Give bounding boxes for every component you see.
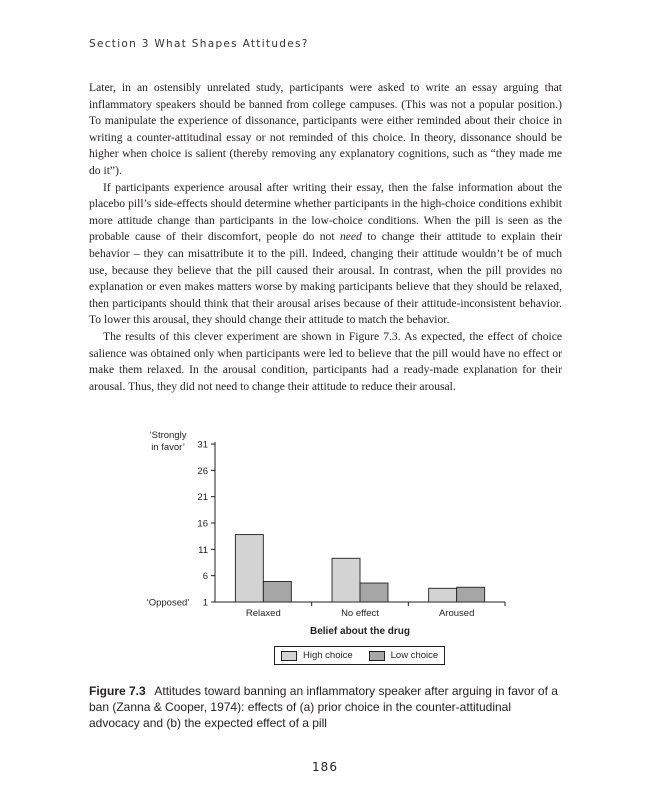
bar-no-effect-low-choice <box>360 583 388 602</box>
paragraph-2-emphasis: need <box>339 230 362 244</box>
bar-aroused-high-choice <box>429 588 457 602</box>
figure-7-3-chart <box>0 420 650 675</box>
paragraph-2 <box>89 180 562 329</box>
figure-label: Figure 7.3 <box>89 684 146 698</box>
y-tick-label-3: 16 <box>197 518 208 530</box>
bar-relaxed-low-choice <box>263 581 291 602</box>
figure-caption-text: Attitudes toward banning an inflammatory speaker after arguing in favor of a ban (Zanna & Cooper, 1974): effects of (a) prior choice in the counter-attitudinal advocacy and (b) the expected effect of a pill <box>89 684 558 730</box>
body-text <box>89 80 562 395</box>
x-tick-label-2: Aroused <box>438 608 475 619</box>
legend-swatch-0 <box>281 651 297 661</box>
legend-item-0 <box>281 650 353 661</box>
y-tick-label-5: 26 <box>197 465 208 477</box>
figure-caption <box>89 683 559 731</box>
y-tick-label-4: 21 <box>197 492 208 504</box>
legend-swatch-1 <box>369 651 385 661</box>
x-tick-label-1: No effect <box>341 608 379 619</box>
paragraph-1: Later, in an ostensibly unrelated study, participants were asked to write an essay arguing that inflammatory speakers should be banned from college campuses. (This was not a popular position.) To manipulate the experience of dissonance, participants were either reminded about their choice in writing a counter-attitudinal essay or not reminded of this choice. In theory, dissonance should be higher when choice is salient (thereby removing any explanatory cognitions, such as “they made me do it”). <box>89 81 562 177</box>
y-tick-label-2: 11 <box>198 544 208 556</box>
bar-relaxed-high-choice <box>235 535 263 602</box>
bar-aroused-low-choice <box>457 587 485 602</box>
chart-legend <box>274 646 445 665</box>
y-label-top-line-0: ‘Strongly <box>149 430 187 441</box>
y-tick-label-1: 6 <box>202 571 208 583</box>
x-tick-label-0: Relaxed <box>245 608 281 619</box>
legend-label-0: High choice <box>303 650 353 661</box>
y-tick-label-6: 31 <box>197 439 208 451</box>
paragraph-2-part-a: If participants experience arousal after writing their essay, then the false information about the placebo pill’s side-effects should determine whether participants in the high-choice conditions exhibit more attitude change than participants in the low-choice conditions. When the pill is seen as the probable cause of their discomfort, people do not <box>89 180 562 244</box>
bar-no-effect-high-choice <box>332 558 360 602</box>
legend-item-1 <box>369 650 439 661</box>
running-head: Section 3 What Shapes Attitudes? <box>89 38 309 50</box>
y-tick-label-0: 1 <box>202 597 208 609</box>
x-axis-title: Belief about the drug <box>310 626 410 637</box>
legend-label-1: Low choice <box>390 650 439 661</box>
paragraph-2-part-b: to change their attitude to explain their behavior – they can misattribute it to the pill. Indeed, changing their attitude wouldn’t be of much use, because they believe that the pill caused their arousal. In contrast, when the pill provides no explanation or even makes matters worse by making participants believe that they should be relaxed, then participants should think that their arousal arises because of their attitude-inconsistent behavior. To lower this arousal, they should change their attitude to match the behavior. <box>89 230 563 327</box>
y-label-bottom: ‘Opposed’ <box>146 597 190 609</box>
bar-chart <box>0 420 650 645</box>
paragraph-3: The results of this clever experiment are shown in Figure 7.3. As expected, the effect of choice salience was obtained only when participants were led to believe that the pill would have no effect or make them relaxed. In the arousal condition, participants had a ready-made explanation for their arousal. Thus, they did not need to change their attitude to reduce their arousal. <box>89 329 562 393</box>
y-label-top-line-1: in favor’ <box>151 442 185 453</box>
page-number: 186 <box>312 760 338 774</box>
